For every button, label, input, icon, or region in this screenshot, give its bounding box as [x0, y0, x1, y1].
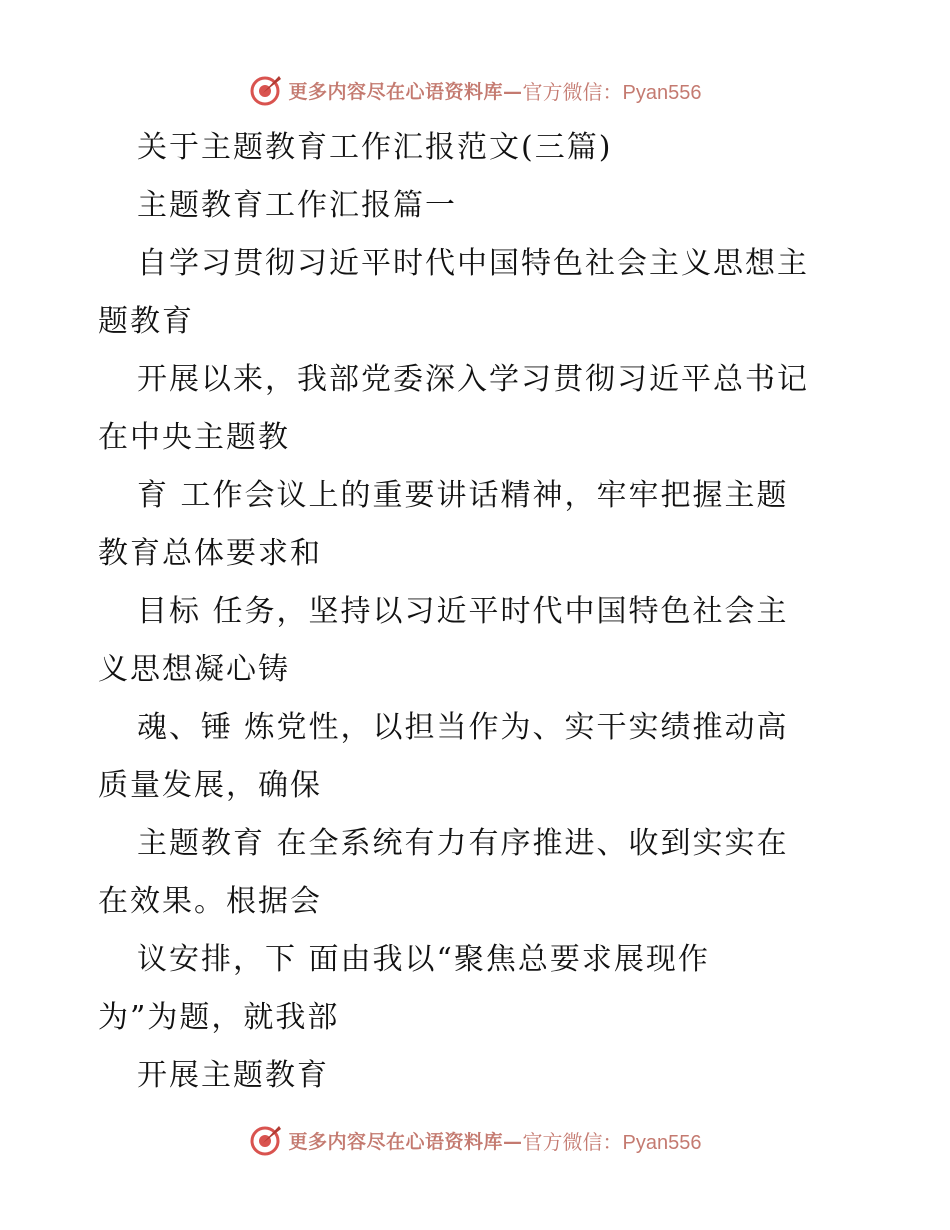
- paragraph-line: 为”为题，就我部: [98, 1000, 340, 1035]
- paragraph-line: 自学习贯彻习近平时代中国特色社会主义思想主: [137, 246, 809, 281]
- watermark-text: 更多内容尽在心语资料库—: [288, 1130, 523, 1153]
- paragraph-line: 魂、锤 炼党性，以担当作为、实干实绩推动高: [137, 710, 789, 745]
- watermark-wechat: 官方微信：Pyan556: [522, 1131, 702, 1154]
- paragraph-line: 教育总体要求和: [98, 536, 322, 571]
- watermark-text: 更多内容尽在心语资料库—: [288, 80, 523, 103]
- paragraph-line: 开展以来，我部党委深入学习贯彻习近平总书记: [137, 362, 809, 397]
- quill-logo-icon: [249, 1123, 283, 1157]
- section-heading: 主题教育工作汇报篇一: [137, 188, 457, 223]
- watermark-footer: [0, 1120, 950, 1160]
- quill-logo-icon: [249, 73, 283, 107]
- paragraph-line: 目标 任务，坚持以习近平时代中国特色社会主: [137, 594, 789, 629]
- watermark-header: [0, 70, 950, 110]
- document-title: 关于主题教育工作汇报范文(三篇): [137, 130, 613, 165]
- paragraph-line: 质量发展，确保: [98, 768, 322, 803]
- paragraph-line: 议安排，下 面由我以“聚焦总要求展现作: [137, 942, 710, 977]
- paragraph-line: 题教育: [98, 304, 194, 339]
- paragraph-line: 在中央主题教: [98, 420, 290, 455]
- watermark-wechat: 官方微信：Pyan556: [522, 81, 702, 104]
- paragraph-line: 义思想凝心铸: [98, 652, 290, 687]
- paragraph-line: 育 工作会议上的重要讲话精神，牢牢把握主题: [137, 478, 789, 513]
- paragraph-line: 在效果。根据会: [98, 884, 322, 919]
- paragraph-line: 主题教育 在全系统有力有序推进、收到实实在: [137, 826, 789, 861]
- paragraph-line: 开展主题教育: [137, 1058, 329, 1093]
